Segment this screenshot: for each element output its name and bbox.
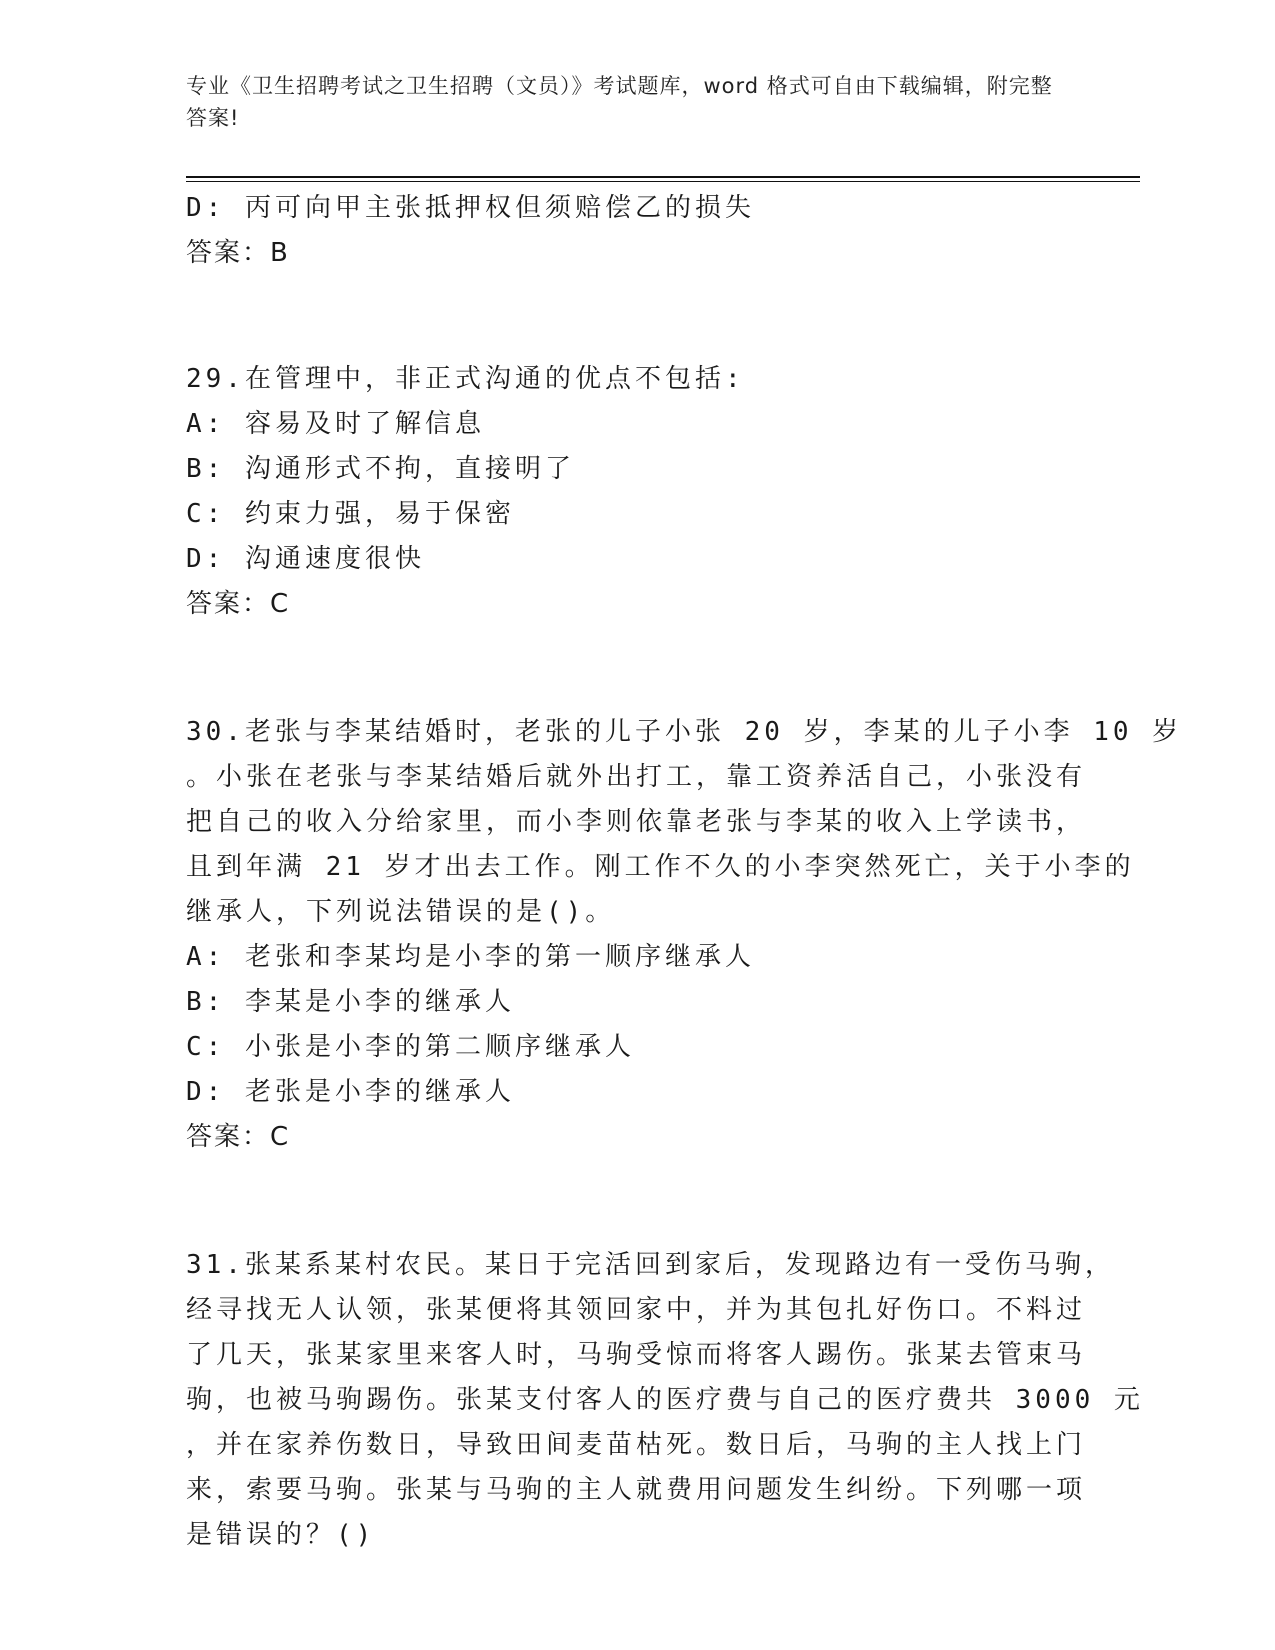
q30-option-c: C: 小张是小李的第二顺序继承人 (186, 1032, 635, 1062)
q31-stem-line: ，并在家养伤数日，导致田间麦苗枯死。数日后，马驹的主人找上门 (186, 1430, 1087, 1460)
q30-option-a: A: 老张和李某均是小李的第一顺序继承人 (186, 942, 755, 972)
q30-option-b: B: 李某是小李的继承人 (186, 987, 515, 1017)
q29-option-c: C: 约束力强，易于保密 (186, 499, 515, 529)
q31-stem-line: 31.张某系某村农民。某日于完活回到家后，发现路边有一受伤马驹， (186, 1250, 1115, 1280)
q29-answer: 答案：C (186, 589, 291, 619)
document-header: 专业《卫生招聘考试之卫生招聘（文员）》考试题库，word 格式可自由下载编辑，附完整答案! (186, 74, 1053, 130)
document-body (186, 186, 1183, 1558)
q31-stem-line: 经寻找无人认领，张某便将其领回家中，并为其包扎好伤口。不料过 (186, 1295, 1087, 1325)
q30-stem-line: 30.老张与李某结婚时，老张的儿子小张 20 岁，李某的儿子小李 10 岁 (186, 717, 1183, 747)
q29-option-d: D: 沟通速度很快 (186, 544, 425, 574)
prev-answer: 答案：B (186, 238, 290, 268)
q30-stem-line: 把自己的收入分给家里，而小李则依靠老张与李某的收入上学读书， (186, 807, 1087, 837)
q30-stem-line: 且到年满 21 岁才出去工作。刚工作不久的小李突然死亡，关于小李的 (186, 852, 1135, 882)
q30-stem-line: 继承人，下列说法错误的是()。 (186, 897, 616, 927)
header-rule (186, 176, 1140, 178)
header-rule-thin (186, 181, 1140, 182)
q30-answer: 答案：C (186, 1122, 291, 1152)
prev-option-d: D: 丙可向甲主张抵押权但须赔偿乙的损失 (186, 193, 755, 223)
q31-stem-line: 驹，也被马驹踢伤。张某支付客人的医疗费与自己的医疗费共 3000 元 (186, 1385, 1144, 1415)
q29-option-a: A: 容易及时了解信息 (186, 409, 485, 439)
q31-stem-line: 了几天，张某家里来客人时，马驹受惊而将客人踢伤。张某去管束马 (186, 1340, 1087, 1370)
q31-stem-line: 是错误的？() (186, 1520, 376, 1550)
q29-stem: 29.在管理中，非正式沟通的优点不包括: (186, 364, 745, 394)
q30-option-d: D: 老张是小李的继承人 (186, 1077, 515, 1107)
q31-stem-line: 来，索要马驹。张某与马驹的主人就费用问题发生纠纷。下列哪一项 (186, 1475, 1087, 1505)
q30-stem-line: 。小张在老张与李某结婚后就外出打工，靠工资养活自己，小张没有 (186, 762, 1087, 792)
q29-option-b: B: 沟通形式不拘，直接明了 (186, 454, 575, 484)
